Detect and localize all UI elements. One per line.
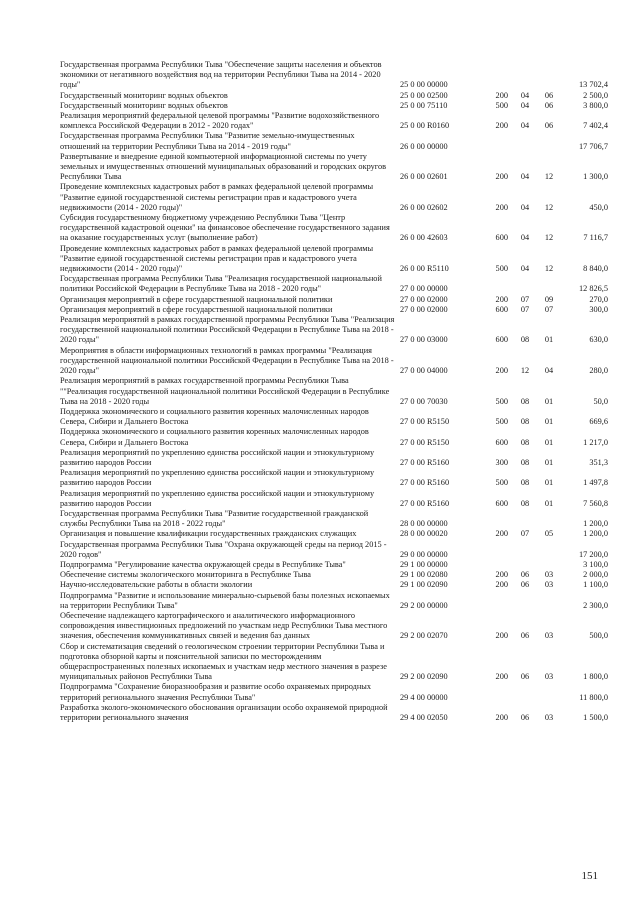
table-row: [60, 274, 608, 294]
row-amount: 50,0: [593, 396, 608, 406]
row-name: Поддержка экономического и социального развития коренных малочисленных народов Севера, Сибири и Дальнего Востока: [60, 427, 369, 447]
row-target-code: 27 0 00 04000: [400, 366, 448, 376]
row-name: Реализация мероприятий по укреплению единства российской нации и этнокультурному развитию народов России: [60, 447, 375, 467]
row-subsection: 03: [544, 672, 554, 682]
row-subsection: 06: [544, 100, 554, 110]
row-name: Обеспечение системы экологического мониторинга в Республике Тыва: [60, 570, 311, 580]
row-expense-type: 500: [495, 100, 508, 110]
row-name: Подпрограмма "Сохранение биоразнообразия и развитие особо охраняемых природных территорий регионального значения Республики Тыва": [60, 682, 372, 702]
table-row: [60, 60, 608, 91]
row-amount: 7 560,8: [583, 498, 608, 508]
row-expense-type: 500: [495, 478, 508, 488]
row-subsection: 01: [544, 396, 554, 406]
row-name: Поддержка экономического и социального развития коренных малочисленных народов Севера, Сибири и Дальнего Востока: [60, 406, 369, 427]
row-expense-type: [482, 131, 512, 151]
row-section: 06: [520, 713, 530, 722]
row-name: Подпрограмма "Регулирование качества окружающей среды в Республике Тыва": [60, 559, 346, 569]
row-amount: 8 840,0: [583, 264, 608, 274]
row-section: [512, 509, 538, 529]
row-name: Проведение комплексных кадастровых работ в рамках федеральной целевой программы "Развитие единой государственной системы регистрации прав и кадастрового учета недвижимости (2014 - 2020 годы)": [60, 182, 374, 212]
row-expense-type: 600: [495, 233, 508, 243]
table-row: [60, 468, 608, 488]
row-section: [512, 682, 538, 702]
table-row: [60, 591, 608, 611]
row-name: Реализация мероприятий в рамках государственной программы Республики Тыва ""Реализация государственной национальной политики Российской Федерации в Республике Тыва на 2018 - 2020 годы: [60, 376, 390, 406]
row-subsection: [538, 682, 560, 702]
table-row: [60, 682, 608, 702]
table-row: [60, 427, 608, 447]
row-expense-type: [482, 540, 512, 560]
row-target-code: 27 0 00 02000: [400, 304, 448, 314]
row-subsection: 12: [544, 233, 554, 243]
row-expense-type: 200: [495, 570, 508, 580]
row-section: 07: [520, 529, 530, 539]
table-row: [60, 642, 608, 683]
row-name: Государственная программа Республики Тыва "Обеспечение защиты населения и объектов экономики от негативного воздействия вод на территории Республики Тыва на 2014 - 2020 годы": [60, 60, 382, 90]
row-section: 08: [520, 335, 530, 345]
row-amount: 17 706,7: [578, 141, 608, 151]
row-target-code: 26 0 00 R5110: [400, 264, 449, 274]
row-amount: 1 800,0: [583, 672, 608, 682]
row-expense-type: 600: [495, 498, 508, 508]
row-amount: 1 200,0: [583, 519, 608, 529]
row-target-code: 26 0 00 02601: [400, 172, 448, 182]
row-section: 04: [520, 264, 530, 274]
row-amount: 630,0: [589, 335, 608, 345]
row-expense-type: 200: [495, 529, 508, 539]
row-name: Организация мероприятий в сфере государственной национальной политики: [60, 304, 333, 314]
row-target-code: 28 0 00 00000: [400, 519, 448, 529]
table-row: [60, 182, 608, 213]
row-expense-type: 500: [495, 396, 508, 406]
row-amount: 1 497,8: [583, 478, 608, 488]
row-section: 06: [520, 580, 530, 590]
row-expense-type: 500: [495, 264, 508, 274]
row-target-code: 25 0 00 02500: [400, 90, 448, 100]
row-subsection: 07: [544, 304, 554, 314]
row-target-code: 29 2 00 02090: [400, 672, 448, 682]
row-amount: 2 000,0: [583, 570, 608, 580]
row-target-code: 27 0 00 R5150: [400, 437, 450, 447]
row-section: 06: [520, 570, 530, 580]
row-amount: 1 200,0: [583, 529, 608, 539]
row-expense-type: 200: [495, 366, 508, 376]
row-expense-type: 200: [495, 121, 508, 131]
row-expense-type: 600: [495, 304, 508, 314]
row-section: 08: [520, 417, 530, 427]
table-row: [60, 703, 608, 723]
row-target-code: 27 0 00 R5160: [400, 478, 450, 488]
row-expense-type: 600: [495, 437, 508, 447]
row-amount: 1 500,0: [583, 713, 608, 722]
row-amount: 1 100,0: [583, 580, 608, 590]
row-amount: 500,0: [589, 631, 608, 641]
row-amount: 13 702,4: [578, 80, 608, 90]
row-amount: 12 826,5: [578, 284, 608, 294]
table-row: [60, 570, 608, 580]
budget-table: [60, 60, 608, 723]
row-section: 04: [520, 121, 530, 131]
row-subsection: 03: [544, 570, 554, 580]
row-target-code: 29 0 00 00000: [400, 549, 448, 559]
row-name: Государственная программа Республики Тыва "Развитие земельно-имущественных отношений на территории Республики Тыва на 2014 - 2019 годы": [60, 131, 355, 151]
row-subsection: [538, 509, 560, 529]
row-amount: 3 100,0: [583, 559, 608, 569]
row-expense-type: [482, 509, 512, 529]
row-subsection: [538, 60, 560, 91]
row-target-code: 25 0 00 75110: [400, 100, 448, 110]
table-row: [60, 560, 608, 570]
table-row: [60, 540, 608, 560]
row-expense-type: 200: [495, 202, 508, 212]
row-amount: 2 500,0: [583, 90, 608, 100]
row-subsection: 12: [544, 202, 554, 212]
row-section: [512, 540, 538, 560]
row-amount: 1 300,0: [583, 172, 608, 182]
row-section: 07: [520, 294, 530, 304]
row-subsection: [538, 131, 560, 151]
row-subsection: 04: [544, 366, 554, 376]
row-target-code: 26 0 00 42603: [400, 233, 448, 243]
table-row: [60, 489, 608, 509]
row-section: 12: [520, 366, 530, 376]
row-amount: 450,0: [589, 202, 608, 212]
table-row: [60, 91, 608, 101]
table-row: [60, 295, 608, 305]
row-expense-type: 300: [495, 457, 508, 467]
row-section: [512, 560, 538, 570]
row-subsection: 09: [544, 294, 554, 304]
row-section: 04: [520, 100, 530, 110]
row-name: Реализация мероприятий федеральной целевой программы "Развитие водохозяйственного комплекса Российской Федерации в 2012 - 2020 годах": [60, 111, 380, 131]
row-subsection: 01: [544, 437, 554, 447]
row-name: Реализация мероприятий по укреплению единства российской нации и этнокультурному развитию народов России: [60, 488, 375, 508]
row-name: Проведение комплексных кадастровых работ в рамках федеральной целевой программы "Развитие единой государственной системы регистрации прав и кадастрового учета недвижимости (2014 - 2020 годы)": [60, 243, 374, 274]
row-amount: 2 300,0: [583, 600, 608, 610]
table-row: [60, 448, 608, 468]
table-row: [60, 407, 608, 427]
row-section: 07: [520, 304, 530, 314]
row-subsection: 03: [544, 631, 554, 641]
row-subsection: 12: [544, 172, 554, 182]
row-section: 08: [520, 478, 530, 488]
row-section: 04: [520, 172, 530, 182]
row-target-code: 29 1 00 02080: [400, 570, 448, 580]
table-row: [60, 111, 608, 131]
row-section: [512, 591, 538, 611]
row-target-code: 27 0 00 R5160: [400, 498, 450, 508]
row-subsection: [538, 540, 560, 560]
row-name: Разработка эколого-экономического обоснования организации особо охраняемой природной территории регионального значения: [60, 702, 388, 722]
row-amount: 7 116,7: [583, 233, 608, 243]
row-subsection: 12: [544, 264, 554, 274]
row-subsection: 06: [544, 121, 554, 131]
table-row: [60, 529, 608, 539]
row-name: Государственная программа Республики Тыва "Реализация государственной национальной политики Российской Федерации в Республике Тыва на 2018 - 2020 годы": [60, 274, 382, 294]
row-name: Научно-исследовательские работы в области экологии: [60, 580, 253, 590]
table-row: [60, 101, 608, 111]
row-target-code: 27 0 00 70030: [400, 396, 448, 406]
row-subsection: [538, 274, 560, 294]
row-target-code: 26 0 00 00000: [400, 141, 448, 151]
row-name: Государственная программа Республики Тыва "Развитие государственной гражданской службы Республики Тыва на 2018 - 2022 годы": [60, 508, 369, 529]
row-subsection: 06: [544, 90, 554, 100]
row-name: Подпрограмма "Развитие и использование минерально-сырьевой базы полезных ископаемых на территории Республики Тыва": [60, 590, 390, 610]
row-section: 08: [520, 396, 530, 406]
row-section: 08: [520, 437, 530, 447]
row-target-code: 29 1 00 00000: [400, 559, 448, 569]
row-target-code: 29 2 00 02070: [400, 631, 448, 641]
row-expense-type: 200: [495, 172, 508, 182]
row-name: Организация мероприятий в сфере государственной национальной политики: [60, 294, 333, 304]
row-expense-type: 200: [495, 672, 508, 682]
row-target-code: 27 0 00 03000: [400, 335, 448, 345]
row-subsection: [538, 560, 560, 570]
row-name: Государственная программа Республики Тыва "Охрана окружающей среды на период 2015 - 2020 годов": [60, 539, 387, 559]
row-name: Государственный мониторинг водных объектов: [60, 100, 228, 110]
row-name: Реализация мероприятий по укреплению единства российской нации и этнокультурному развитию народов России: [60, 468, 375, 488]
table-row: [60, 152, 608, 183]
row-section: 04: [520, 90, 530, 100]
row-subsection: [538, 591, 560, 611]
row-target-code: 27 0 00 00000: [400, 284, 448, 294]
row-subsection: 01: [544, 498, 554, 508]
row-target-code: 29 4 00 00000: [400, 692, 448, 702]
row-subsection: 01: [544, 335, 554, 345]
row-subsection: 03: [544, 580, 554, 590]
row-target-code: 28 0 00 00020: [400, 529, 448, 539]
row-name: Организация и повышение квалификации государственных гражданских служащих: [60, 529, 357, 539]
row-section: [512, 60, 538, 91]
row-target-code: 29 2 00 00000: [400, 600, 448, 610]
row-amount: 1 217,0: [583, 437, 608, 447]
row-subsection: 01: [544, 478, 554, 488]
row-subsection: 01: [544, 457, 554, 467]
row-target-code: 25 0 00 00000: [400, 80, 448, 90]
row-name: Развертывание и внедрение единой компьютерной информационной системы по учету земельных и имущественных отношений муниципальных образований и городских округов Республики Тыва: [60, 151, 387, 182]
row-subsection: 05: [544, 529, 554, 539]
row-expense-type: 200: [495, 580, 508, 590]
row-amount: 280,0: [589, 366, 608, 376]
row-amount: 11 800,0: [579, 692, 608, 702]
row-section: 06: [520, 631, 530, 641]
row-amount: 669,6: [589, 417, 608, 427]
row-amount: 300,0: [589, 304, 608, 314]
row-target-code: 27 0 00 R5150: [400, 417, 450, 427]
row-amount: 17 200,0: [578, 549, 608, 559]
row-expense-type: [482, 274, 512, 294]
table-row: [60, 315, 608, 346]
table-row: [60, 213, 608, 244]
row-target-code: 29 4 00 02050: [400, 713, 448, 722]
row-subsection: 03: [544, 713, 554, 722]
row-name: Мероприятия в области информационных технологий в рамках программы "Реализация государственной национальной политики Российской Федерации в Республике Тыва на 2018 - 2020 годы": [60, 345, 394, 376]
table-row: [60, 346, 608, 377]
row-section: 04: [520, 202, 530, 212]
row-target-code: 29 1 00 02090: [400, 580, 448, 590]
row-expense-type: 200: [495, 294, 508, 304]
row-expense-type: [482, 60, 512, 91]
row-name: Реализация мероприятий в рамках государственной программы Республики Тыва "Реализация государственной национальной политики Российской Федерации в Республике Тыва на 2018 - 2020 годы": [60, 315, 395, 345]
row-name: Субсидия государственному бюджетному учреждению Республики Тыва "Центр государственной кадастровой оценки" на финансовое обеспечение государственного задания на оказание государственных услуг (выполнение работ): [60, 213, 390, 243]
row-amount: 7 402,4: [583, 121, 608, 131]
row-expense-type: 200: [495, 713, 508, 722]
row-name: Государственный мониторинг водных объектов: [60, 90, 228, 100]
row-name: Обеспечение надлежащего картографического и аналитического информационного сопровождения инвестиционных предложений по участкам недр Республики Тыва местного значения, обеспечения коммуникативных связей и ведения баз данных: [60, 610, 388, 641]
row-expense-type: [482, 682, 512, 702]
row-section: 04: [520, 233, 530, 243]
table-row: [60, 131, 608, 151]
row-amount: 3 800,0: [583, 100, 608, 110]
table-row: [60, 580, 608, 590]
table-row: [60, 305, 608, 315]
row-amount: 270,0: [589, 294, 608, 304]
row-name: Сбор и систематизация сведений о геологическом строении территории Республики Тыва и подготовка обзорной карты и пояснительной записки по месторождениям общераспространенных полезных ископаемых и участкам недр местного значения в разрезе муниципальных районов Республики Тыва: [60, 641, 387, 682]
row-expense-type: [482, 560, 512, 570]
row-target-code: 27 0 00 R5160: [400, 457, 450, 467]
row-section: 08: [520, 457, 530, 467]
table-row: [60, 611, 608, 642]
table-row: [60, 376, 608, 407]
row-target-code: 26 0 00 02602: [400, 202, 448, 212]
row-amount: 351,3: [589, 457, 608, 467]
page-number: 151: [581, 870, 598, 882]
row-section: [512, 274, 538, 294]
row-target-code: 25 0 00 R0160: [400, 121, 450, 131]
row-section: 06: [520, 672, 530, 682]
row-target-code: 27 0 00 02000: [400, 294, 448, 304]
row-expense-type: 200: [495, 631, 508, 641]
table-row: [60, 509, 608, 529]
row-expense-type: [482, 591, 512, 611]
row-section: 08: [520, 498, 530, 508]
row-section: [512, 131, 538, 151]
row-expense-type: 600: [495, 335, 508, 345]
table-body: [60, 60, 608, 723]
row-subsection: 01: [544, 417, 554, 427]
row-expense-type: 500: [495, 417, 508, 427]
table-row: [60, 244, 608, 275]
row-expense-type: 200: [495, 90, 508, 100]
